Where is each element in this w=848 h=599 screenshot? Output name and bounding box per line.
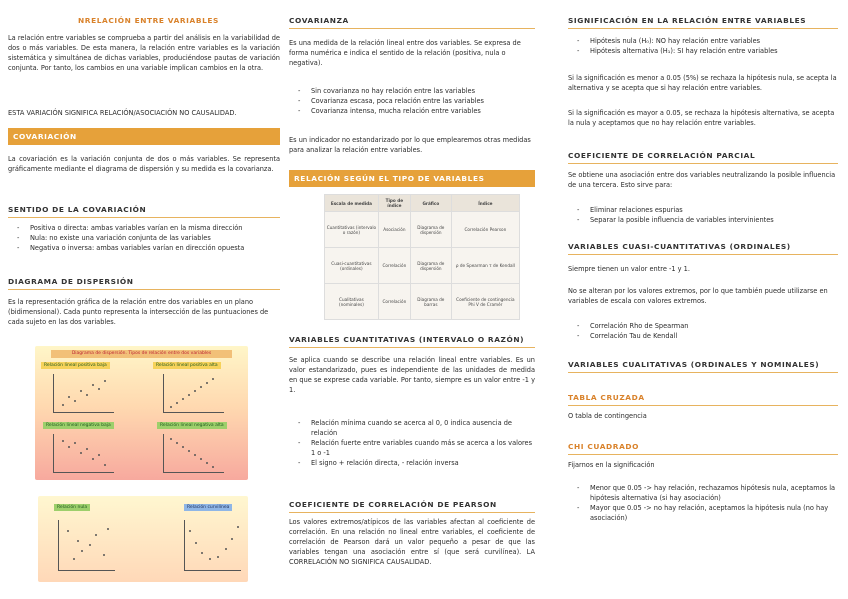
list-item: - Nula: no existe una variación conjunta de las variables xyxy=(8,233,280,243)
table-header: Gráfico xyxy=(410,195,451,212)
significacion-list xyxy=(568,36,838,56)
label-positiva-baja: Relación lineal positiva baja xyxy=(41,362,110,369)
scatter-plot xyxy=(53,374,114,413)
diagrama-paragraph: Es la representación gráfica de la relación entre dos variables en un plano (bidimensional). Cada punto representa la intersección de las puntuaciones de cada sujeto en las dos variables. xyxy=(8,298,269,326)
label-negativa-baja: Relación lineal negativa baja xyxy=(43,422,114,429)
table-cell: Correlación Pearson xyxy=(451,212,519,248)
table-cell: Cuantitativas (intervalo o razón) xyxy=(325,212,379,248)
list-item: - Correlación Rho de Spearman xyxy=(568,321,838,331)
list-item: - Menor que 0.05 -> hay relación, rechazamos hipótesis nula, aceptamos la hipótesis alternativa (si hay asociación) xyxy=(568,483,838,503)
label-curvilinea: Relación curvilínea xyxy=(184,504,232,511)
table-row xyxy=(325,284,520,320)
list-item: - Sin covarianza no hay relación entre las variables xyxy=(289,86,535,96)
label-nula: Relación nula xyxy=(54,504,90,511)
cuantitativas-list xyxy=(289,418,535,468)
list-item: - Relación mínima cuando se acerca al 0, 0 indica ausencia de relación xyxy=(289,418,535,438)
table-cell: Diagrama de dispersión xyxy=(410,212,451,248)
table-cell: Asociación xyxy=(378,212,410,248)
list-item: - Correlación Tau de Kendall xyxy=(568,331,838,341)
table-cell: Diagrama de barras xyxy=(410,284,451,320)
table-cell: ρ de Spearman τ de Kendall xyxy=(451,248,519,284)
table-row xyxy=(325,212,520,248)
list-item: - Eliminar relaciones espurias xyxy=(568,205,838,215)
list-item: - Covarianza escasa, poca relación entre las variables xyxy=(289,96,535,106)
null-curvilinear-figure xyxy=(38,496,248,582)
covarianza-paragraph-2: Es un indicador no estandarizado por lo que emplearemos otras medidas para analizar la relación entre variables. xyxy=(289,136,531,154)
sentido-heading: SENTIDO DE LA COVARIACIÓN xyxy=(8,205,280,218)
cualitativas-heading: VARIABLES CUALITATIVAS (ORDINALES Y NOMINALES) xyxy=(568,360,838,373)
chi-cuadrado-heading: CHI CUADRADO xyxy=(568,442,838,455)
covarianza-heading: COVARIANZA xyxy=(289,16,535,29)
table-cell: Cualitativas (nominales) xyxy=(325,284,379,320)
parcial-paragraph: Se obtiene una asociación entre dos variables neutralizando la posible influencia de una tercera. Esto sirve para: xyxy=(568,171,836,189)
parcial-list xyxy=(568,205,838,225)
table-row xyxy=(325,248,520,284)
cuasi-paragraph-2: No se alteran por los valores extremos, por lo que también puede utilizarse en variables de escala con valores extremos. xyxy=(568,287,828,305)
covarianza-list xyxy=(289,86,535,116)
table-header: Tipo de índice xyxy=(378,195,410,212)
list-item: - Covarianza intensa, mucha relación entre variables xyxy=(289,106,535,116)
cuantitativas-heading: VARIABLES CUANTITATIVAS (INTERVALO O RAZÓN) xyxy=(289,335,535,348)
main-title: NRELACIÓN ENTRE VARIABLES xyxy=(78,16,219,25)
intro-paragraph: La relación entre variables se comprueba a partir del análisis en la variabilidad de dos o más variables. De esta manera, la relación entre variables es la variación sistemática y simultánea de dichas variables, produciéndose pautas de variación conjunta. Por tanto, los cambios en una variable implican cambios en la otra. xyxy=(8,34,280,72)
cuasi-paragraph-1: Siempre tienen un valor entre -1 y 1. xyxy=(568,265,690,273)
list-item: - Negativa o inversa: ambas variables varían en dirección opuesta xyxy=(8,243,280,253)
significacion-paragraph-2: Si la significación es mayor a 0.05, se rechaza la hipótesis alternativa, se acepta la nula y aceptamos que no hay relación entre variables. xyxy=(568,109,835,127)
sentido-list xyxy=(8,223,280,253)
tabla-cruzada-heading: TABLA CRUZADA xyxy=(568,393,838,406)
table-header: Escala de medida xyxy=(325,195,379,212)
pearson-paragraph: Los valores extremos/atípicos de las variables afectan al coeficiente de correlación. En una relación no lineal entre variables, el coeficiente de correlación de Pearson dará un valor pequeño a pesar de que las variables tengan una asociación entre sí (que será curvilínea). LA CORRELACIÓN NO SIGNIFICA CAUSALIDAD. xyxy=(289,518,535,566)
cuantitativas-paragraph: Se aplica cuando se describe una relación lineal entre variables. Es un valor estandarizado, pues es independiente de las unidades de medida en que se exprese cada variable. Por tanto, siempre es un valor entre -1 y 1. xyxy=(289,356,535,394)
parcial-heading: COEFICIENTE DE CORRELACIÓN PARCIAL xyxy=(568,151,838,164)
chi-cuadrado-paragraph: Fijarnos en la significación xyxy=(568,461,655,469)
list-item: - Relación fuerte entre variables cuando más se acerca a los valores 1 o -1 xyxy=(289,438,535,458)
label-negativa-alta: Relación lineal negativa alta xyxy=(157,422,227,429)
cuasi-list xyxy=(568,321,838,341)
list-item: - Hipótesis nula (H₀): NO hay relación entre variables xyxy=(568,36,838,46)
significacion-paragraph-1: Si la significación es menor a 0.05 (5%) se rechaza la hipótesis nula, se acepta la alternativa y se acepta que si hay relación entre variables. xyxy=(568,74,837,92)
label-positiva-alta: Relación lineal positiva alta xyxy=(153,362,221,369)
covariacion-paragraph: La covariación es la variación conjunta de dos o más variables. Se representa gráficamente mediante el diagrama de dispersión y su medida es la covarianza. xyxy=(8,155,280,173)
scatter-plot xyxy=(163,434,224,473)
cuasi-heading: VARIABLES CUASI-CUANTITATIVAS (ORDINALES) xyxy=(568,242,838,255)
covarianza-paragraph: Es una medida de la relación lineal entre dos variables. Se expresa de forma numérica e indica el sentido de la relación (positiva, nula o negativa). xyxy=(289,39,521,67)
pearson-heading: COEFICIENTE DE CORRELACIÓN DE PEARSON xyxy=(289,500,535,513)
scatter-plot xyxy=(53,434,114,473)
list-item: - Hipótesis alternativa (H₁): SI hay relación entre variables xyxy=(568,46,838,56)
causality-note: ESTA VARIACIÓN SIGNIFICA RELACIÓN/ASOCIACIÓN NO CAUSALIDAD. xyxy=(8,109,237,117)
table-cell: Correlación xyxy=(378,248,410,284)
list-item: - Mayor que 0.05 -> no hay relación, aceptamos la hipótesis nula (no hay asociación) xyxy=(568,503,838,523)
covariacion-heading: COVARIACIÓN xyxy=(8,128,280,145)
table-cell: Cuasi-cuantitativas (ordinales) xyxy=(325,248,379,284)
relacion-heading: RELACIÓN SEGÚN EL TIPO DE VARIABLES xyxy=(289,170,535,187)
significacion-heading: SIGNIFICACIÓN EN LA RELACIÓN ENTRE VARIABLES xyxy=(568,16,838,29)
variables-table xyxy=(324,194,520,320)
table-header: Índice xyxy=(451,195,519,212)
scatter-types-figure xyxy=(35,346,248,480)
list-item: - Separar la posible influencia de variables intervinientes xyxy=(568,215,838,225)
chi-cuadrado-list xyxy=(568,483,838,523)
scatter-plot xyxy=(184,520,241,571)
table-cell: Coeficiente de contingencia Phi V de Cramér xyxy=(451,284,519,320)
table-header-row xyxy=(325,195,520,212)
tabla-cruzada-paragraph: O tabla de contingencia xyxy=(568,412,647,420)
scatter-plot xyxy=(58,520,115,571)
list-item: - El signo + relación directa, - relación inversa xyxy=(289,458,535,468)
diagrama-heading: DIAGRAMA DE DISPERSIÓN xyxy=(8,277,280,290)
table-cell: Diagrama de dispersión xyxy=(410,248,451,284)
figure-title: Diagrama de dispersión. Tipos de relación entre dos variables xyxy=(51,350,232,358)
list-item: - Positiva o directa: ambas variables varían en la misma dirección xyxy=(8,223,280,233)
table-cell: Correlación xyxy=(378,284,410,320)
scatter-plot xyxy=(163,374,224,413)
